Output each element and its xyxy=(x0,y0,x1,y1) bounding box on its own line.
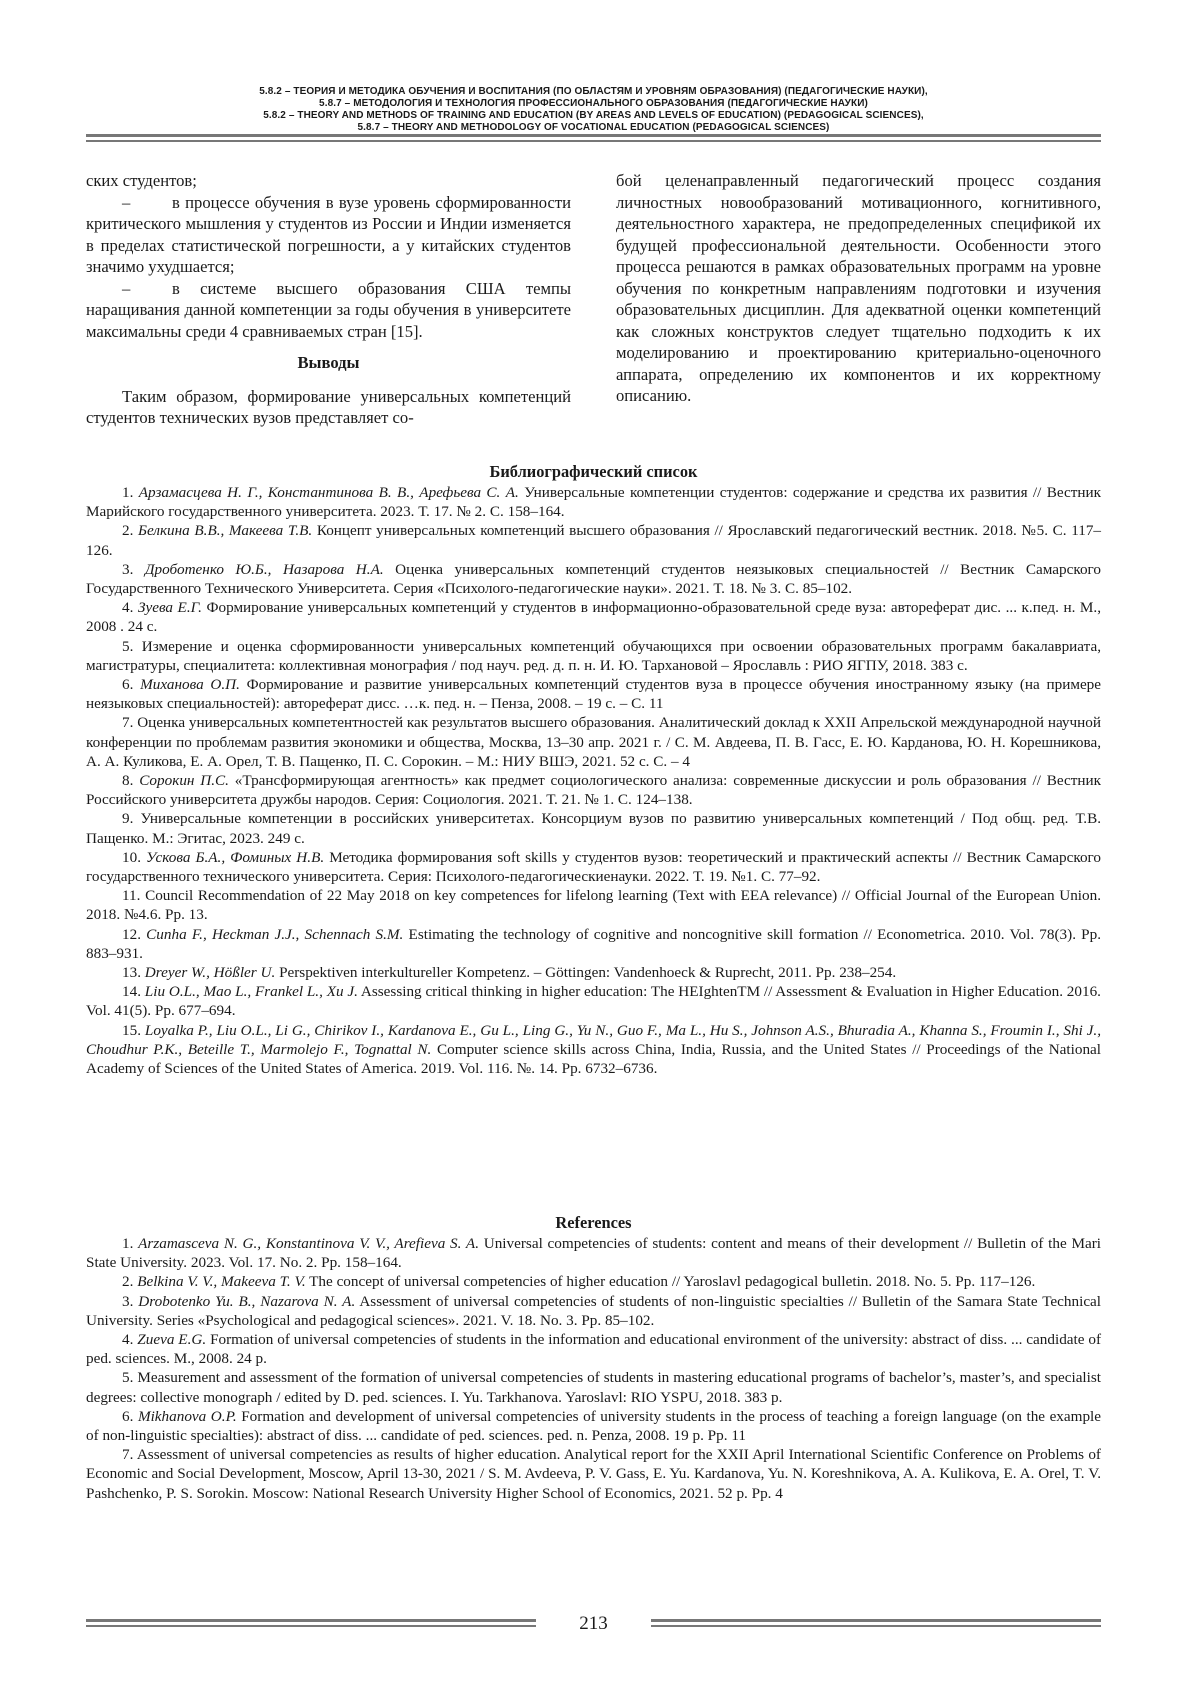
reference-text: Assessing critical thinking in higher education: The HEIghtenTM // Assessment & Evaluation in Higher Education. 2016. Vol. 41(5). Pp. 677–694. xyxy=(86,983,1101,1020)
reference-authors: Dreyer W., Hößler U. xyxy=(144,964,276,982)
header-line: 5.8.7 – МЕТОДОЛОГИЯ И ТЕХНОЛОГИЯ ПРОФЕССИОНАЛЬНОГО ОБРАЗОВАНИЯ (ПЕДАГОГИЧЕСКИЕ НАУКИ) xyxy=(319,98,868,109)
reference-text: Formation and development of universal competencies of university students in the process of teaching a foreign language (on the example of non-linguistic specialties): abstract of diss. ... candidate of ped. sciences. ped. n. Penza, 2008. 19 p. Pp. 11 xyxy=(86,1407,1102,1445)
reference-text: Универсальные компетенции в российских университетах. Консорциум вузов по развитию универсальных компетенций / Под общ. ред. Т.В. Пащенко. М.: Эгитас, 2023. 249 с. xyxy=(86,810,1102,847)
reference-item xyxy=(86,771,1101,809)
reference-authors: Mikhanova O.P. xyxy=(137,1407,237,1425)
reference-item xyxy=(86,598,1101,636)
reference-item xyxy=(86,809,1101,847)
reference-item xyxy=(86,1234,1101,1272)
reference-authors: Liu O.L., Mao L., Frankel L., Xu J. xyxy=(144,983,358,1001)
header-divider xyxy=(86,134,1101,142)
reference-item xyxy=(86,637,1101,675)
reference-number: 1. xyxy=(122,1235,134,1252)
reference-text: Estimating the technology of cognitive and noncognitive skill formation // Econometrica. 2010. Vol. 78(3). Pp. 883–931. xyxy=(86,925,1102,962)
page-number: 213 xyxy=(579,1613,608,1634)
reference-number: 4. xyxy=(122,1331,134,1349)
reference-authors: Сорокин П.С. xyxy=(139,772,229,790)
reference-authors: Loyalka P., Liu O.L., Li G., Chirikov I., Kardanova E., Gu L., Ling G., Yu N., Guo F., Ma L., Hu S., Johnson A.S., Bhuradia A., Khanna S., Froumin I., Shi J., Choudhur P.K., Beteille T., Marmolejo F., Tognattal N. xyxy=(86,1021,1101,1058)
reference-number: 2. xyxy=(122,1273,134,1291)
page-footer xyxy=(86,1612,1101,1636)
reference-number: 3. xyxy=(122,1292,134,1310)
reference-number: 11. xyxy=(122,887,141,905)
reference-number: 14. xyxy=(122,983,141,1001)
reference-item xyxy=(86,1021,1101,1079)
reference-item xyxy=(86,675,1101,713)
reference-number: 8. xyxy=(122,772,134,790)
reference-text: The concept of universal competencies of higher education // Yaroslavl pedagogical bulletin. 2018. No. 5. Pp. 117–126. xyxy=(309,1273,1036,1291)
reference-authors: Белкина В.В., Макеева Т.В. xyxy=(138,522,313,540)
reference-number: 6. xyxy=(122,1407,134,1425)
conclusions-heading: Выводы xyxy=(297,353,360,372)
header-line: 5.8.2 – ТЕОРИЯ И МЕТОДИКА ОБУЧЕНИЯ И ВОСПИТАНИЯ (ПО ОБЛАСТЯМ И УРОВНЯМ ОБРАЗОВАНИЯ) (ПЕДАГОГИЧЕСКИЕ НАУКИ), xyxy=(259,86,928,97)
bullet-item: – в системе высшего образования США темпы наращивания данной компетенции за годы обучения в университете максимальны среди 4 сравниваемых стран [15]. xyxy=(86,278,571,341)
bibliography-heading: Библиографический список xyxy=(489,462,698,481)
reference-authors: Drobotenko Yu. B., Nazarova N. A. xyxy=(138,1292,356,1310)
reference-number: 5. xyxy=(122,1369,134,1387)
reference-item xyxy=(86,521,1101,559)
reference-item xyxy=(86,925,1101,963)
reference-text: Универсальные компетенции студентов: содержание и средства их развития // Вестник Марийского государственного университета. 2023. Т. 17. № 2. С. 158–164. xyxy=(86,484,1102,521)
reference-text: Council Recommendation of 22 May 2018 on key competences for lifelong learning (Text with EEA relevance) // Official Journal of the European Union. 2018. №4.6. Pp. 13. xyxy=(86,887,1101,924)
reference-item xyxy=(86,483,1101,521)
reference-text: Assessment of universal competencies of students of non-linguistic specialties // Bulletin of the Samara State Technical University. Series «Psychological and pedagogical sciences». 2021. V. 18. No. 3. Pp. 85–102. xyxy=(86,1292,1102,1329)
reference-item xyxy=(86,963,1101,982)
reference-number: 6. xyxy=(122,676,134,694)
reference-text: Measurement and assessment of the formation of universal competencies of students in mastering educational programs of bachelor’s, master’s, and specialist degrees: collective monograph / edited by D. ped. sciences. I. Yu. Tarkhanova. Yaroslavl: RIO YSPU, 2018. 383 p. xyxy=(86,1369,1102,1406)
right-column xyxy=(616,170,1101,407)
running-header xyxy=(86,86,1101,134)
reference-number: 9. xyxy=(122,810,134,828)
bullet-item: – в процессе обучения в вузе уровень сформированности критического мышления у студентов из России и Индии изменяется в пределах статистической погрешности, а у китайских студентов значимо ухудшается; xyxy=(86,192,571,276)
reference-number: 5. xyxy=(122,637,134,655)
references-list xyxy=(86,1234,1101,1503)
reference-authors: Belkina V. V., Makeeva T. V. xyxy=(137,1273,306,1291)
header-line: 5.8.7 – THEORY AND METHODOLOGY OF VOCATIONAL EDUCATION (PEDAGOGICAL SCIENCES) xyxy=(357,122,830,133)
reference-authors: Арзамасцева Н. Г., Константинова В. В., Арефьева С. А. xyxy=(138,484,519,501)
conclusion-paragraph: Таким образом, формирование универсальных компетенций студентов технических вузов представляет со- xyxy=(86,386,571,427)
reference-text: Universal competencies of students: content and means of their development // Bulletin of the Mari State University. 2023. Vol. 17. No. 2. Pp. 158–164. xyxy=(86,1235,1102,1272)
reference-number: 15. xyxy=(122,1021,141,1039)
references-heading: References xyxy=(555,1213,632,1232)
footer-rule-left xyxy=(86,1619,536,1627)
bibliography-section xyxy=(86,462,1101,1078)
reference-authors: Миханова О.П. xyxy=(140,676,240,694)
reference-text: Оценка универсальных компетенций студентов неязыковых специальностей // Вестник Самарского Государственного Технического Университета. Серия «Психолого-педагогические науки». 2021. Т. 18. № 3. С. 85–102. xyxy=(86,560,1101,598)
reference-text: Методика формирования soft skills у студентов вузов: теоретический и практический аспекты // Вестник Самарского государственного технического университета. Серия: Психолого-педагогическиенауки. 2022. Т. 19. №1. С. 77–92. xyxy=(86,848,1101,886)
reference-authors: Ускова Б.А., Фоминых Н.В. xyxy=(146,848,325,866)
reference-item xyxy=(86,713,1101,771)
reference-text: Оценка универсальных компетентностей как результатов высшего образования. Аналитический доклад к XXII Апрельской международной научной конференции по проблемам развития экономики и общества, Москва, 13–30 апр. 2021 г. / С. М. Авдеева, П. В. Гасс, Е. Ю. Карданова, Ю. Н. Корешникова, А. А. Куликова, Е. А. Орел, Т. В. Пащенко, П. С. Сорокин. – М.: НИУ ВШЭ, 2021. 52 с. С. – 4 xyxy=(86,714,1102,770)
reference-item xyxy=(86,848,1101,886)
reference-text: Формирование универсальных компетенций у студентов в информационно-образовательной среде вуза: автореферат дис. ... к.пед. н. М., 2008 . 24 с. xyxy=(86,599,1102,636)
references-section xyxy=(86,1213,1101,1503)
reference-item xyxy=(86,1292,1101,1330)
reference-text: «Трансформирующая агентность» как предмет социологического анализа: современные дискуссии и роль образования // Вестник Российского университета дружбы народов. Серия: Социология. 2021. Т. 21. № 1. С. 124–138. xyxy=(86,772,1101,809)
reference-number: 10. xyxy=(122,848,141,866)
reference-number: 7. xyxy=(122,714,134,732)
reference-text: Измерение и оценка сформированности универсальных компетенций обучающихся при освоении образовательных программ бакалавриата, магистратуры, специалитета: коллективная монография / под науч. ред. д. п. н. И. Ю. Тархановой – Ярославль : РИО ЯГПУ, 2018. 383 с. xyxy=(86,637,1102,674)
reference-text: Концепт универсальных компетенций высшего образования // Ярославский педагогический вестник. 2018. №5. С. 117–126. xyxy=(86,522,1102,559)
reference-text: Formation of universal competencies of students in the information and educational environment of the university: abstract of diss. ... candidate of ped. sciences. M., 2008. 24 p. xyxy=(86,1331,1102,1368)
reference-item xyxy=(86,1407,1101,1445)
reference-item xyxy=(86,1368,1101,1406)
reference-text: Assessment of universal competencies as results of higher education. Analytical report for the XXII April International Scientific Conference on Problems of Economic and Social Development, Moscow, April 13-30, 2021 / S. M. Avdeeva, P. V. Gass, E. Yu. Kardanova, Yu. N. Koreshnikova, A. A. Kulikova, E. A. Orel, T. V. Pashchenko, P. S. Sorokin. Moscow: National Research University Higher School of Economics, 2021. 52 p. Pp. 4 xyxy=(86,1446,1101,1502)
reference-number: 2. xyxy=(122,522,134,540)
reference-authors: Cunha F., Heckman J.J., Schennach S.M. xyxy=(146,925,404,943)
reference-text: Формирование и развитие универсальных компетенций студентов вуза в процессе обучения иностранному языку (на примере неязыковых специальностей): автореферат дисс. …к. пед. н. – Пенза, 2008. – 19 с. – С. 11 xyxy=(86,676,1102,713)
reference-authors: Zueva E.G. xyxy=(137,1331,207,1349)
reference-number: 1. xyxy=(122,484,134,501)
left-column xyxy=(86,170,571,429)
reference-number: 7. xyxy=(122,1446,134,1464)
reference-number: 12. xyxy=(122,925,141,943)
footer-rule-right xyxy=(651,1619,1101,1627)
reference-number: 3. xyxy=(122,560,134,578)
bibliography-list xyxy=(86,483,1101,1078)
reference-number: 4. xyxy=(122,599,134,617)
reference-item xyxy=(86,560,1101,598)
paragraph: ских студентов; xyxy=(86,171,197,190)
reference-item xyxy=(86,1272,1101,1291)
reference-item xyxy=(86,1445,1101,1503)
reference-authors: Arzamasceva N. G., Konstantinova V. V., Arefieva S. A. xyxy=(138,1235,479,1252)
reference-text: Perspektiven interkultureller Kompetenz. – Göttingen: Vandenhoeck & Ruprecht, 2011. Pp. 238–254. xyxy=(279,964,897,982)
header-line: 5.8.2 – THEORY AND METHODS OF TRAINING AND EDUCATION (BY AREAS AND LEVELS OF EDUCATION) (PEDAGOGICAL SCIENCES), xyxy=(263,110,924,121)
reference-authors: Дроботенко Ю.Б., Назарова Н.А. xyxy=(144,560,384,578)
reference-authors: Зуева Е.Г. xyxy=(137,599,202,617)
reference-item xyxy=(86,982,1101,1020)
reference-number: 13. xyxy=(122,964,141,982)
reference-item xyxy=(86,1330,1101,1368)
reference-item xyxy=(86,886,1101,924)
paragraph: бой целенаправленный педагогический процесс создания личностных новообразований мотивационного, когнитивного, деятельностного характера, не предопределенных спецификой их будущей профессиональной деятельности. Особенности этого процесса решаются в рамках образовательных программ на уровне обучения по конкретным направлениям подготовки и изучения образовательных дисциплин. Для адекватной оценки компетенций как сложных конструктов следует тщательно подходить к их моделированию и проектированию критериально-оценочного аппарата, определению их компонентов и их корректному описанию. xyxy=(616,171,1101,405)
reference-text: Computer science skills across China, India, Russia, and the United States // Proceedings of the National Academy of Sciences of the United States of America. 2019. Vol. 116. №. 14. Pp. 6732–6736. xyxy=(86,1040,1102,1078)
